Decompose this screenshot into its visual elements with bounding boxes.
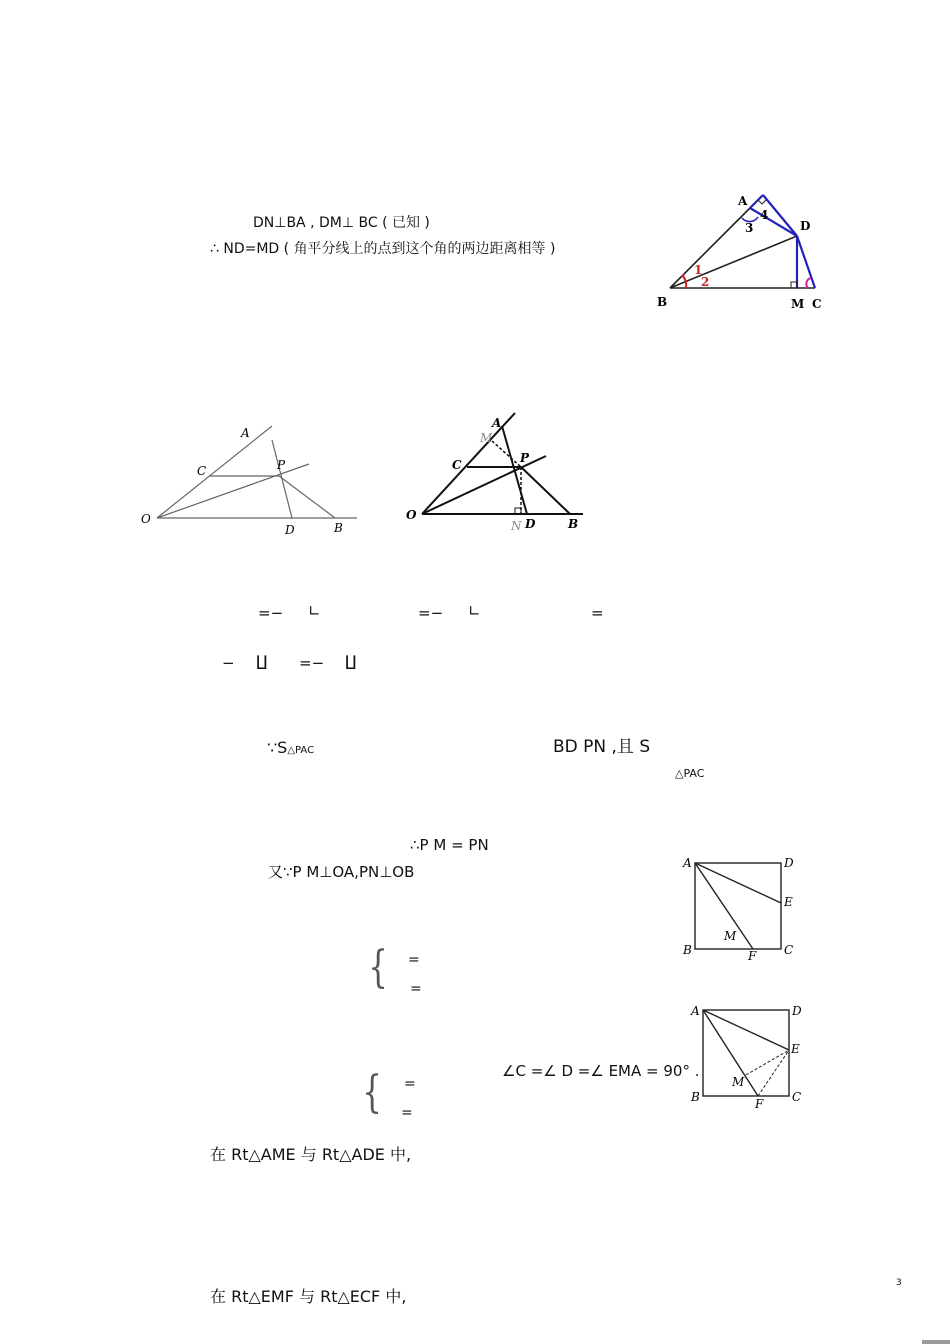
eq-row1-b: =− bbox=[418, 604, 444, 622]
ray-oa bbox=[157, 426, 272, 518]
label-b: B bbox=[568, 517, 579, 531]
square-abcd bbox=[703, 1010, 789, 1096]
segment-ad bbox=[750, 208, 797, 236]
eq-row1-c: = bbox=[591, 604, 604, 622]
label-a: A bbox=[492, 416, 502, 430]
label-o: O bbox=[406, 508, 417, 522]
label-a: A bbox=[691, 1004, 700, 1018]
label-d: D bbox=[792, 1004, 802, 1018]
label-n: N bbox=[511, 519, 522, 533]
bd-pn-text: BD PN ,且 S bbox=[553, 737, 651, 757]
perpendicular-given: 又∵P M⊥OA,PN⊥OB bbox=[268, 863, 415, 881]
label-angle-4: 4 bbox=[760, 208, 769, 222]
segment-bd bbox=[670, 236, 797, 288]
label-c: C bbox=[792, 1090, 802, 1104]
label-f: F bbox=[748, 949, 757, 962]
label-angle-3: 3 bbox=[745, 221, 754, 235]
figure-square-top bbox=[678, 852, 803, 962]
ray-op bbox=[157, 464, 309, 518]
segment-pb bbox=[279, 476, 335, 518]
segment-dc bbox=[797, 236, 815, 288]
label-m: M bbox=[791, 297, 805, 311]
figure-angle-bisector-right bbox=[400, 408, 590, 538]
label-b: B bbox=[683, 943, 692, 957]
label-angle-2: 2 bbox=[701, 275, 710, 289]
label-b: B bbox=[334, 521, 343, 535]
angle-equality: ∠C =∠ D =∠ EMA = 90° . bbox=[502, 1062, 700, 1080]
text-line-perpendicular: DN⊥BA , DM⊥ BC ( 已知 ) bbox=[253, 215, 430, 231]
eq-row1-b-symbol: ∟ bbox=[468, 602, 481, 620]
angle-arc-c bbox=[806, 278, 811, 288]
eq-row2-a-symbol: ∐ bbox=[256, 652, 268, 670]
label-m: M bbox=[732, 1075, 745, 1089]
eq-row1-a: =− bbox=[258, 604, 284, 622]
scroll-edge-indicator bbox=[922, 1340, 950, 1344]
eq-row2-b-symbol: ∐ bbox=[345, 652, 357, 670]
segment-pb bbox=[521, 467, 570, 514]
page-number: 3 bbox=[896, 1278, 902, 1288]
label-m: M bbox=[724, 929, 737, 943]
figure-triangle-bisector bbox=[650, 190, 830, 315]
label-c: C bbox=[197, 464, 207, 478]
figure-square-bottom bbox=[686, 1000, 808, 1112]
right-angle-mark-n bbox=[758, 200, 766, 204]
segment-me-dashed bbox=[746, 1050, 789, 1075]
label-e: E bbox=[784, 895, 793, 909]
label-c: C bbox=[812, 297, 822, 311]
label-p: P bbox=[520, 451, 530, 465]
rt-triangles-ame-ade: 在 Rt△AME 与 Rt△ADE 中, bbox=[210, 1145, 412, 1164]
system-brace-1: { bbox=[368, 942, 388, 993]
label-b: B bbox=[657, 295, 668, 309]
label-d: D bbox=[525, 517, 536, 531]
system1-eq1: = bbox=[408, 952, 420, 968]
label-c: C bbox=[452, 458, 462, 472]
label-d: D bbox=[800, 219, 811, 233]
since-s-text: ∵S bbox=[267, 738, 288, 757]
label-a: A bbox=[738, 194, 748, 208]
pm-equals-pn: ∴P M = PN bbox=[410, 836, 489, 854]
label-e: E bbox=[791, 1042, 800, 1056]
segment-fe-dashed bbox=[758, 1050, 789, 1096]
since-s-sub: △PAC bbox=[287, 745, 315, 756]
text-line-conclusion: ∴ ND=MD ( 角平分线上的点到这个角的两边距离相等 ) bbox=[210, 241, 556, 257]
square-abcd bbox=[695, 863, 781, 949]
label-d: D bbox=[784, 856, 794, 870]
label-p: P bbox=[277, 458, 286, 472]
rt-triangles-emf-ecf: 在 Rt△EMF 与 Rt△ECF 中, bbox=[210, 1287, 407, 1306]
figure-angle-bisector-left bbox=[135, 420, 365, 540]
label-c: C bbox=[784, 943, 794, 957]
label-b: B bbox=[691, 1090, 700, 1104]
system1-eq2: = bbox=[410, 981, 422, 997]
s-pac-subscript: △PAC bbox=[675, 767, 705, 780]
label-a: A bbox=[683, 856, 692, 870]
label-a: A bbox=[241, 426, 250, 440]
label-f: F bbox=[755, 1097, 764, 1111]
label-o: O bbox=[141, 512, 151, 526]
label-m: M bbox=[480, 431, 493, 445]
system-brace-2: { bbox=[362, 1067, 382, 1118]
system2-eq1: = bbox=[404, 1076, 416, 1092]
eq-row2-b: =− bbox=[299, 654, 325, 672]
since-s bbox=[267, 740, 314, 756]
eq-row2-a: − bbox=[222, 654, 235, 672]
eq-row1-a-symbol: ∟ bbox=[308, 602, 321, 620]
label-d: D bbox=[285, 523, 295, 537]
label-angle-1: 1 bbox=[694, 263, 703, 277]
system2-eq2: = bbox=[401, 1105, 413, 1121]
segment-a-extension bbox=[750, 195, 763, 208]
